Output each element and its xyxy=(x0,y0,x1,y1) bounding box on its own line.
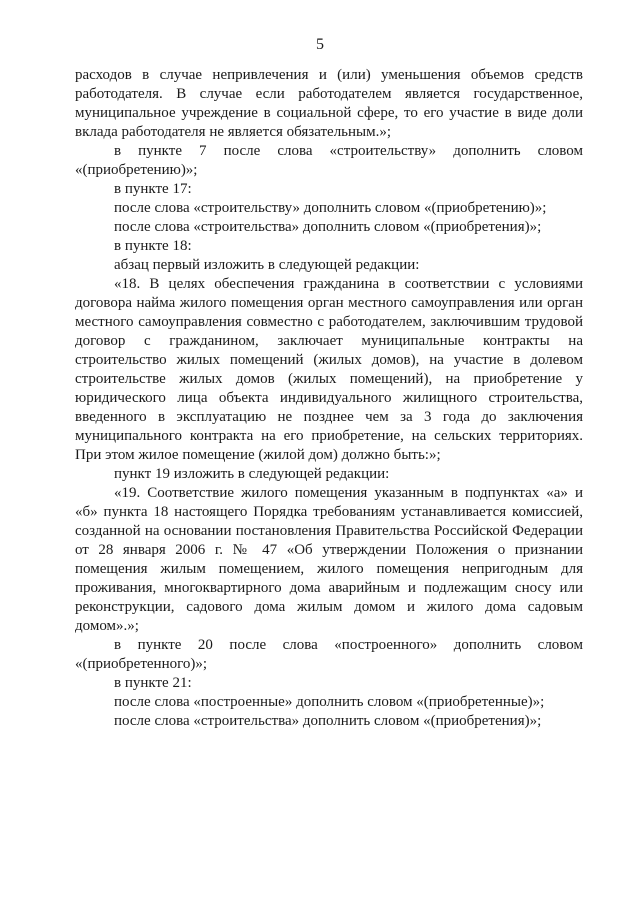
paragraph-item-21-b: после слова «строительства» дополнить словом «(приобретения)»; xyxy=(114,713,542,729)
paragraph-item-17-b: после слова «строительства» дополнить словом «(приобретения)»; xyxy=(114,219,542,235)
page-number: 5 xyxy=(316,36,324,53)
paragraph-item-18-text: «18. В целях обеспечения гражданина в соответствии с условиями договора найма жилого помещения орган местного самоуправления или орган местного самоуправления совместно с работодателем, заключившим трудовой договор с гражданином, заключает муниципальные контракты на строительство жилых помещений (жилых домов), на участие в долевом строительстве жилых домов (жилых помещений), на приобретение у юридического лица объекта индивидуального жилищного строительства, введенного в эксплуатацию не позднее чем за 3 года до заключения муниципального контракта на его приобретение, на сельских территориях. При этом жилое помещение (жилой дом) должно быть:»; xyxy=(75,276,583,463)
paragraph-item-17-heading: в пункте 17: xyxy=(114,181,192,197)
paragraph-item-20: в пункте 20 после слова «построенного» дополнить словом «(приобретенного)»; xyxy=(75,637,583,672)
paragraph-item-7: в пункте 7 после слова «строительству» дополнить словом «(приобретению)»; xyxy=(75,143,583,178)
document-body xyxy=(75,66,583,731)
paragraph-item-18-heading: в пункте 18: xyxy=(114,238,192,254)
paragraph-item-18-intro: абзац первый изложить в следующей редакции: xyxy=(114,257,420,273)
paragraph-item-21-a: после слова «построенные» дополнить словом «(приобретенные)»; xyxy=(114,694,545,710)
paragraph-item-19-text: «19. Соответствие жилого помещения указанным в подпунктах «а» и «б» пункта 18 настоящего Порядка требованиям устанавливается комиссией, созданной на основании постановления Правительства Российской Федерации от 28 января 2006 г. № 47 «Об утверждении Положения о признании помещения жилым помещением, жилого помещения непригодным для проживания, многоквартирного дома аварийным и подлежащим сносу или реконструкции, садового дома жилым домом и жилого дома садовым домом».»; xyxy=(75,485,583,634)
paragraph-item-17-a: после слова «строительству» дополнить словом «(приобретению)»; xyxy=(114,200,547,216)
paragraph-item-19-heading: пункт 19 изложить в следующей редакции: xyxy=(114,466,390,482)
paragraph-item-21-heading: в пункте 21: xyxy=(114,675,192,691)
paragraph-continuation: расходов в случае непривлечения и (или) уменьшения объемов средств работодателя. В случае если работодателем является государственное, муниципальное учреждение в социальной сфере, то его участие в виде доли вклада работодателя не является обязательным.»; xyxy=(75,67,583,140)
